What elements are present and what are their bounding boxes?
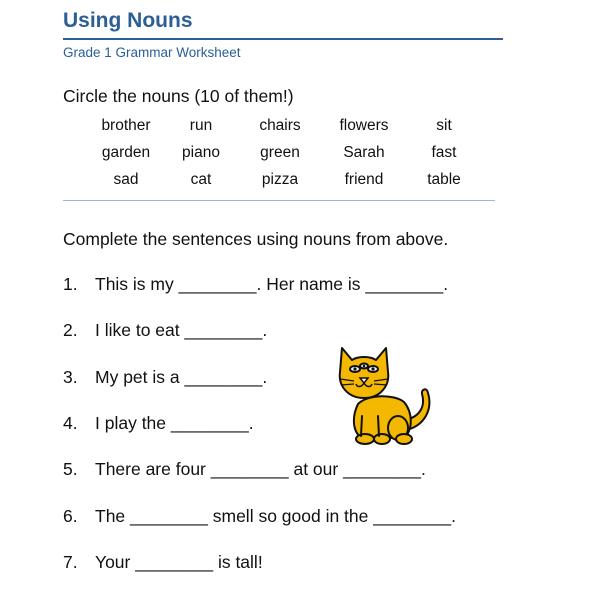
sentence-number: 1. [63, 274, 78, 294]
sentence-number: 2. [63, 320, 78, 340]
word-item[interactable]: Sarah [343, 144, 385, 161]
word-item[interactable]: green [260, 144, 300, 161]
sentence-5 [63, 459, 426, 480]
word-item[interactable]: sad [113, 171, 139, 188]
sentence-7 [63, 552, 263, 573]
sentence-3 [63, 367, 267, 388]
word-bank [86, 117, 486, 198]
sentence-4 [63, 413, 254, 434]
sentence-number: 7. [63, 552, 78, 572]
word-item[interactable]: flowers [339, 117, 389, 134]
sentence-6 [63, 506, 456, 527]
word-item[interactable]: pizza [261, 171, 299, 188]
sentence-text: This is my ________. Her name is ________. [95, 274, 449, 294]
word-item[interactable]: cat [190, 171, 212, 188]
word-item[interactable]: table [427, 171, 461, 188]
word-item[interactable]: piano [182, 144, 220, 161]
sentence-1 [63, 274, 448, 295]
cat-icon [334, 342, 434, 446]
sentence-text: I play the ________. [95, 413, 254, 433]
word-item[interactable]: fast [431, 144, 457, 161]
sentence-text: There are four ________ at our ________. [95, 459, 426, 479]
page-title: Using Nouns [63, 9, 193, 32]
sentence-text: I like to eat ________. [95, 320, 268, 340]
page-subtitle: Grade 1 Grammar Worksheet [63, 45, 241, 60]
sentence-2 [63, 320, 267, 341]
sentence-text: Your ________ is tall! [95, 552, 263, 572]
word-item[interactable]: sit [436, 117, 452, 134]
sentence-number: 6. [63, 506, 78, 526]
sentence-number: 4. [63, 413, 78, 433]
sentence-text: My pet is a ________. [95, 367, 268, 387]
word-item[interactable]: brother [101, 117, 151, 134]
sentence-text: The ________ smell so good in the ________. [95, 506, 456, 526]
title-divider [63, 38, 503, 40]
sentence-number: 5. [63, 459, 78, 479]
sentence-number: 3. [63, 367, 78, 387]
word-bank-divider [63, 200, 495, 201]
complete-sentences-instruction: Complete the sentences using nouns from above. [63, 229, 449, 249]
word-item[interactable]: run [189, 117, 213, 134]
word-item[interactable]: garden [101, 144, 151, 161]
word-item[interactable]: chairs [259, 117, 301, 134]
word-item[interactable]: friend [344, 171, 384, 188]
circle-nouns-instruction: Circle the nouns (10 of them!) [63, 86, 294, 106]
